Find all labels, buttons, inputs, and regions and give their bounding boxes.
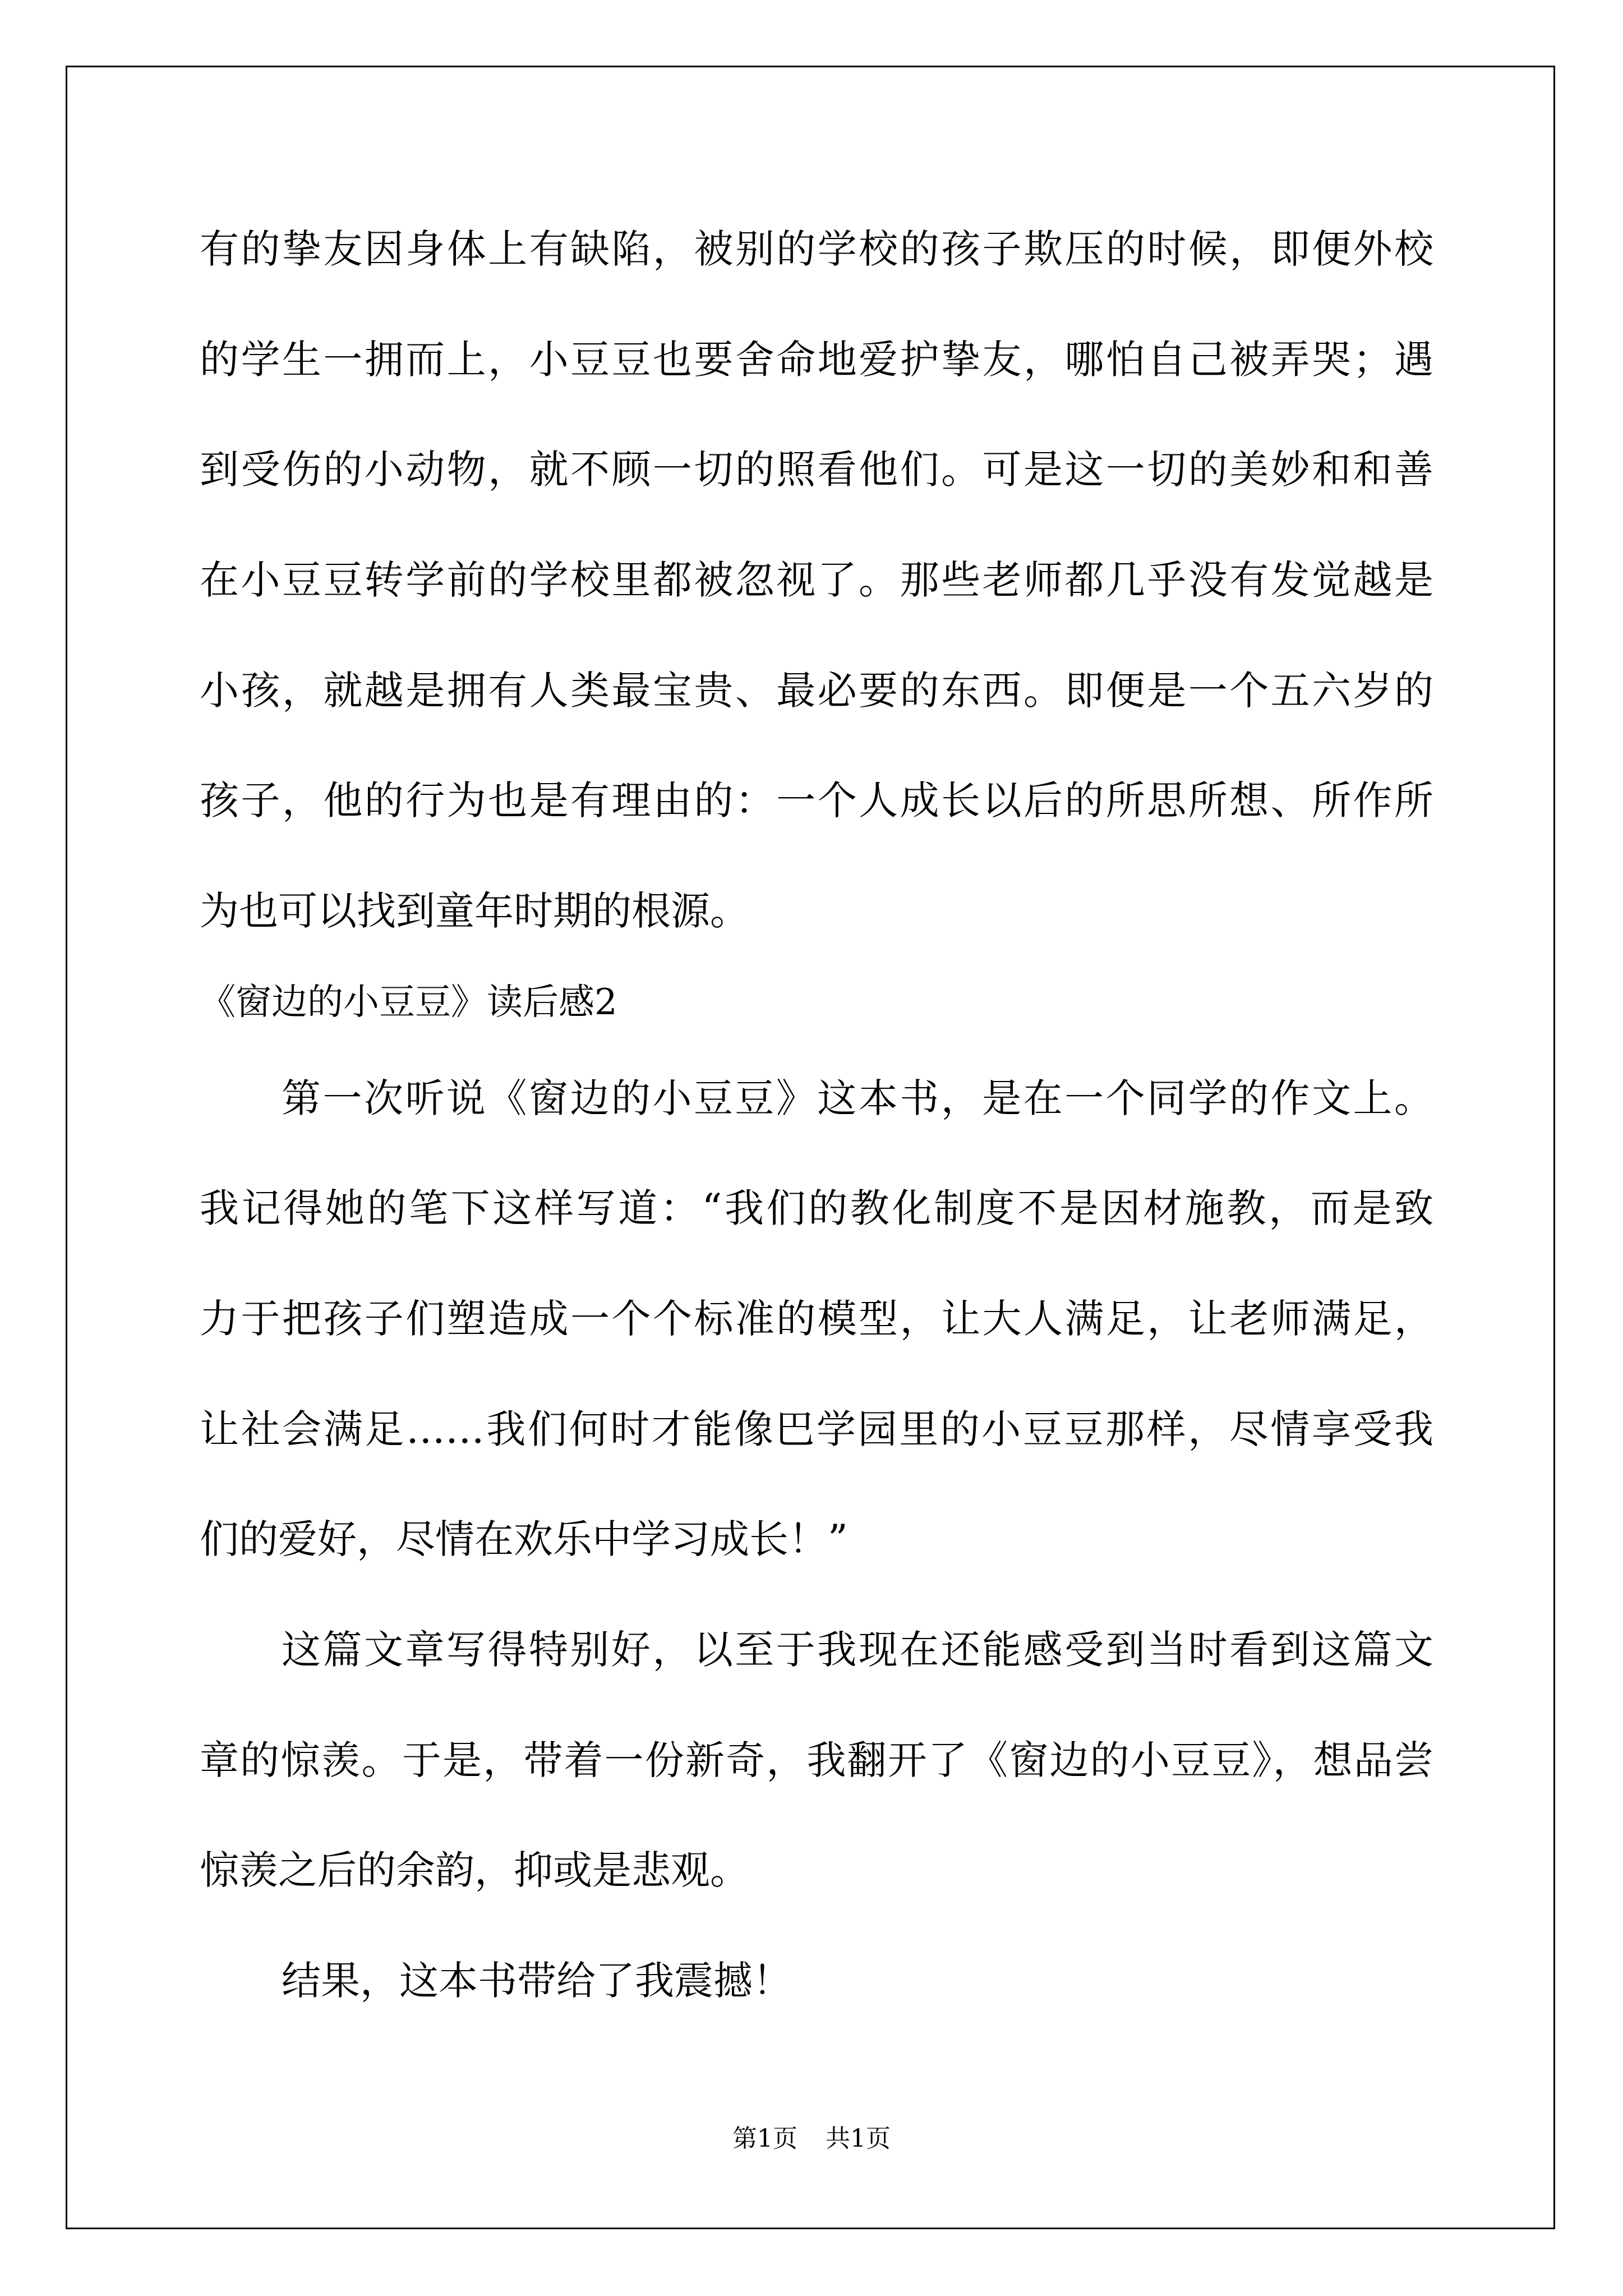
paragraph-2-line-1: 第一次听说《窗边的小豆豆》这本书，是在一个同学的作文上。 bbox=[282, 1075, 1433, 1121]
page-footer bbox=[0, 2122, 1623, 2156]
paragraph-3-line-2: 章的惊羡。于是，带着一份新奇，我翻开了《窗边的小豆豆》，想品尝 bbox=[200, 1737, 1433, 1783]
section-heading: 《窗边的小豆豆》读后感2 bbox=[200, 982, 617, 1023]
paragraph-1-line-5: 小孩，就越是拥有人类最宝贵、最必要的东西。即便是一个五六岁的 bbox=[200, 668, 1433, 714]
paragraph-2-line-3: 力于把孩子们塑造成一个个标准的模型，让大人满足，让老师满足， bbox=[200, 1296, 1433, 1342]
paragraph-4-line-1: 结果，这本书带给了我震撼！ bbox=[282, 1958, 792, 2004]
paragraph-1-line-4: 在小豆豆转学前的学校里都被忽视了。那些老师都几乎没有发觉越是 bbox=[200, 557, 1433, 603]
paragraph-1-line-1: 有的挚友因身体上有缺陷，被别的学校的孩子欺压的时候，即便外校 bbox=[200, 226, 1433, 272]
page-number-total: 共1页 bbox=[826, 2124, 891, 2153]
page-number-current: 第1页 bbox=[732, 2124, 797, 2153]
paragraph-1-line-3: 到受伤的小动物，就不顾一切的照看他们。可是这一切的美妙和和善 bbox=[200, 447, 1433, 493]
paragraph-1-line-2: 的学生一拥而上，小豆豆也要舍命地爱护挚友，哪怕自己被弄哭；遇 bbox=[200, 337, 1433, 383]
paragraph-2-line-2: 我记得她的笔下这样写道：“我们的教化制度不是因材施教，而是致 bbox=[200, 1185, 1433, 1231]
paragraph-2-line-5: 们的爱好，尽情在欢乐中学习成长！” bbox=[200, 1516, 848, 1562]
paragraph-1-line-7: 为也可以找到童年时期的根源。 bbox=[200, 888, 749, 934]
paragraph-1-line-6: 孩子，他的行为也是有理由的：一个人成长以后的所思所想、所作所 bbox=[200, 777, 1433, 823]
paragraph-3-line-1: 这篇文章写得特别好，以至于我现在还能感受到当时看到这篇文 bbox=[282, 1627, 1433, 1673]
paragraph-2-line-4: 让社会满足……我们何时才能像巴学园里的小豆豆那样，尽情享受我 bbox=[200, 1406, 1433, 1452]
paragraph-3-line-3: 惊羡之后的余韵，抑或是悲观。 bbox=[200, 1847, 749, 1893]
